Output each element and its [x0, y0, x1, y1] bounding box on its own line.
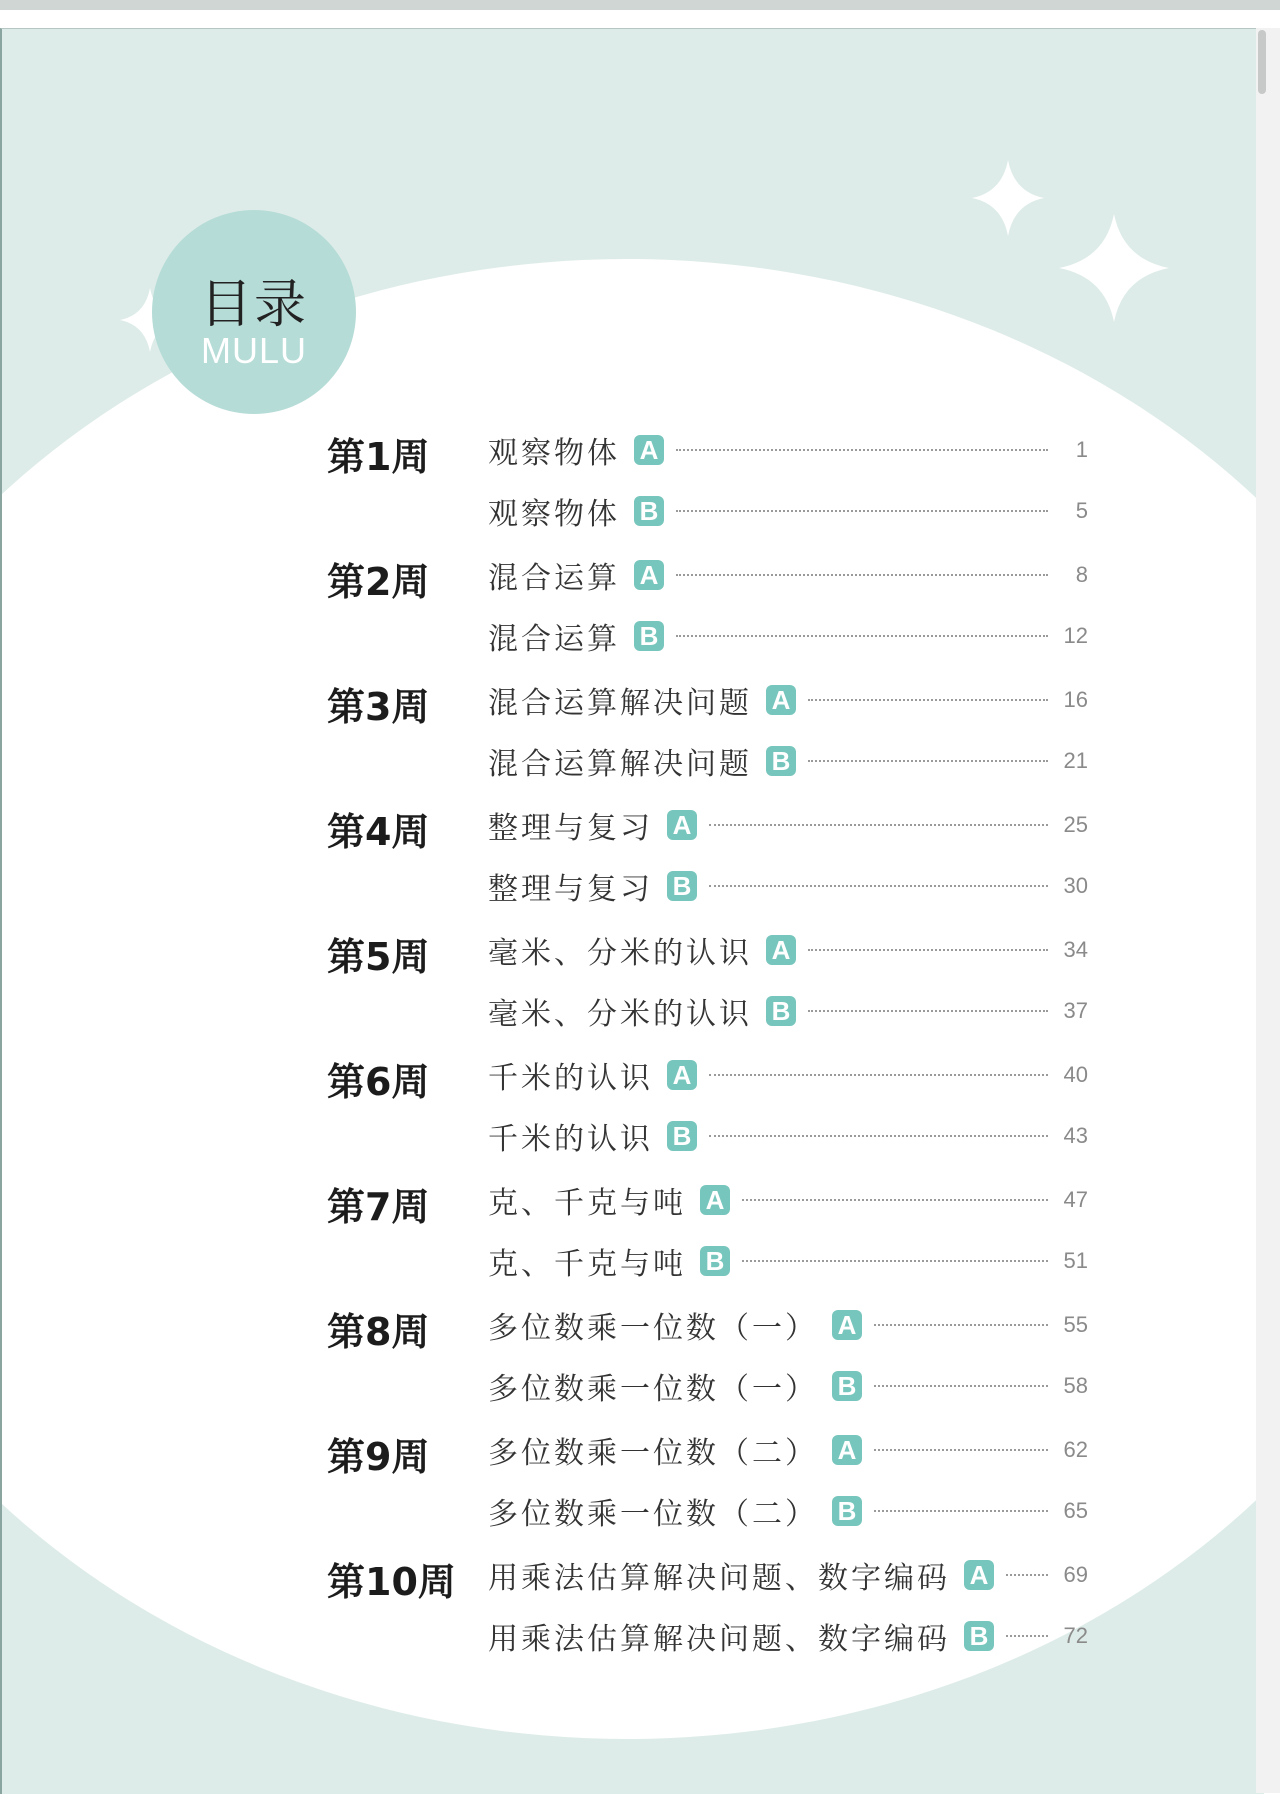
toc-entry[interactable] — [488, 614, 1088, 658]
dot-leader — [808, 760, 1048, 762]
page-number: 8 — [1075, 562, 1088, 587]
entry-title: 混合运算解决问题 — [488, 686, 752, 721]
page-number: 69 — [1063, 1562, 1088, 1587]
page-number: 37 — [1063, 998, 1088, 1023]
entry-title: 多位数乘一位数（一） — [488, 1372, 818, 1407]
week-label: 第9周 — [327, 1435, 430, 1479]
level-tag: B — [634, 621, 664, 651]
dot-leader — [742, 1260, 1048, 1262]
week-label: 第10周 — [327, 1560, 456, 1604]
page-number: 16 — [1063, 687, 1088, 712]
entry-title: 毫米、分米的认识 — [488, 936, 752, 971]
toc-entry[interactable] — [488, 1553, 1088, 1597]
dot-leader — [874, 1324, 1048, 1326]
page-subtitle: MULU — [200, 330, 307, 371]
level-tag: A — [634, 560, 664, 590]
toc-entry[interactable] — [488, 678, 1088, 722]
toc-entry[interactable] — [488, 989, 1088, 1033]
week-label: 第5周 — [327, 935, 430, 979]
entry-title: 克、千克与吨 — [488, 1247, 686, 1282]
level-tag: A — [667, 1060, 697, 1090]
toc-entry[interactable] — [488, 489, 1088, 533]
toc-entry[interactable] — [488, 1303, 1088, 1347]
level-tag: B — [667, 871, 697, 901]
level-tag: B — [634, 496, 664, 526]
toc-entry[interactable] — [488, 1239, 1088, 1283]
level-tag: B — [832, 1496, 862, 1526]
page-number: 65 — [1063, 1498, 1088, 1523]
dot-leader — [676, 574, 1048, 576]
week-label: 第3周 — [327, 685, 430, 729]
page-number: 21 — [1063, 748, 1088, 773]
entry-title: 整理与复习 — [488, 811, 653, 846]
week-label: 第7周 — [327, 1185, 430, 1229]
entry-title: 毫米、分米的认识 — [488, 997, 752, 1032]
entry-title: 多位数乘一位数（二） — [488, 1497, 818, 1532]
page-number: 43 — [1063, 1123, 1088, 1148]
page-title: 目录 — [199, 275, 308, 335]
page-number: 1 — [1075, 437, 1088, 462]
week-label: 第4周 — [327, 810, 430, 854]
entry-title: 多位数乘一位数（一） — [488, 1311, 818, 1346]
entry-title: 用乘法估算解决问题、数字编码 — [488, 1561, 950, 1596]
toc-entry[interactable] — [488, 864, 1088, 908]
dot-leader — [676, 635, 1048, 637]
dot-leader — [1006, 1574, 1048, 1576]
level-tag: A — [667, 810, 697, 840]
level-tag: B — [964, 1621, 994, 1651]
entry-title: 观察物体 — [488, 497, 620, 532]
entry-title: 混合运算 — [488, 622, 620, 657]
week-label: 第8周 — [327, 1310, 430, 1354]
page-number: 51 — [1063, 1248, 1088, 1273]
level-tag: A — [766, 935, 796, 965]
dot-leader — [709, 824, 1048, 826]
toc-entry[interactable] — [488, 1428, 1088, 1472]
toc-entry[interactable] — [488, 1053, 1088, 1097]
entry-title: 千米的认识 — [488, 1122, 653, 1157]
entry-title: 克、千克与吨 — [488, 1186, 686, 1221]
toc-entry[interactable] — [488, 1178, 1088, 1222]
dot-leader — [808, 699, 1048, 701]
page-number: 58 — [1063, 1373, 1088, 1398]
dot-leader — [1006, 1635, 1048, 1637]
page-number: 12 — [1063, 623, 1088, 648]
dot-leader — [874, 1510, 1048, 1512]
dot-leader — [709, 1135, 1048, 1137]
dot-leader — [808, 949, 1048, 951]
dot-leader — [709, 1074, 1048, 1076]
dot-leader — [874, 1449, 1048, 1451]
level-tag: B — [667, 1121, 697, 1151]
toc-entry[interactable] — [488, 928, 1088, 972]
week-label: 第1周 — [327, 435, 430, 479]
level-tag: A — [964, 1560, 994, 1590]
page-number: 72 — [1063, 1623, 1088, 1648]
page-number: 30 — [1063, 873, 1088, 898]
dot-leader — [676, 449, 1048, 451]
page-number: 5 — [1075, 498, 1088, 523]
week-label: 第2周 — [327, 560, 430, 604]
page-number: 25 — [1063, 812, 1088, 837]
week-label: 第6周 — [327, 1060, 430, 1104]
dot-leader — [709, 885, 1048, 887]
toc-entry[interactable] — [488, 1614, 1088, 1658]
entry-title: 用乘法估算解决问题、数字编码 — [488, 1622, 950, 1657]
level-tag: A — [700, 1185, 730, 1215]
entry-title: 千米的认识 — [488, 1061, 653, 1096]
level-tag: B — [766, 996, 796, 1026]
dot-leader — [676, 510, 1048, 512]
toc-entry[interactable] — [488, 1114, 1088, 1158]
page-number: 62 — [1063, 1437, 1088, 1462]
level-tag: A — [832, 1435, 862, 1465]
toc-entry[interactable] — [488, 739, 1088, 783]
entry-title: 整理与复习 — [488, 872, 653, 907]
page-number: 55 — [1063, 1312, 1088, 1337]
entry-title: 多位数乘一位数（二） — [488, 1436, 818, 1471]
page-number: 47 — [1063, 1187, 1088, 1212]
page-number: 34 — [1063, 937, 1088, 962]
toc-entry[interactable] — [488, 1364, 1088, 1408]
entry-title: 观察物体 — [488, 436, 620, 471]
toc-entry[interactable] — [488, 553, 1088, 597]
level-tag: B — [700, 1246, 730, 1276]
toc-entry[interactable] — [488, 803, 1088, 847]
page-number: 40 — [1063, 1062, 1088, 1087]
entry-title: 混合运算 — [488, 561, 620, 596]
level-tag: B — [766, 746, 796, 776]
toc-entry[interactable] — [488, 1489, 1088, 1533]
dot-leader — [808, 1010, 1048, 1012]
level-tag: B — [832, 1371, 862, 1401]
level-tag: A — [634, 435, 664, 465]
level-tag: A — [766, 685, 796, 715]
dot-leader — [874, 1385, 1048, 1387]
entry-title: 混合运算解决问题 — [488, 747, 752, 782]
level-tag: A — [832, 1310, 862, 1340]
toc-entry[interactable] — [488, 428, 1088, 472]
dot-leader — [742, 1199, 1048, 1201]
